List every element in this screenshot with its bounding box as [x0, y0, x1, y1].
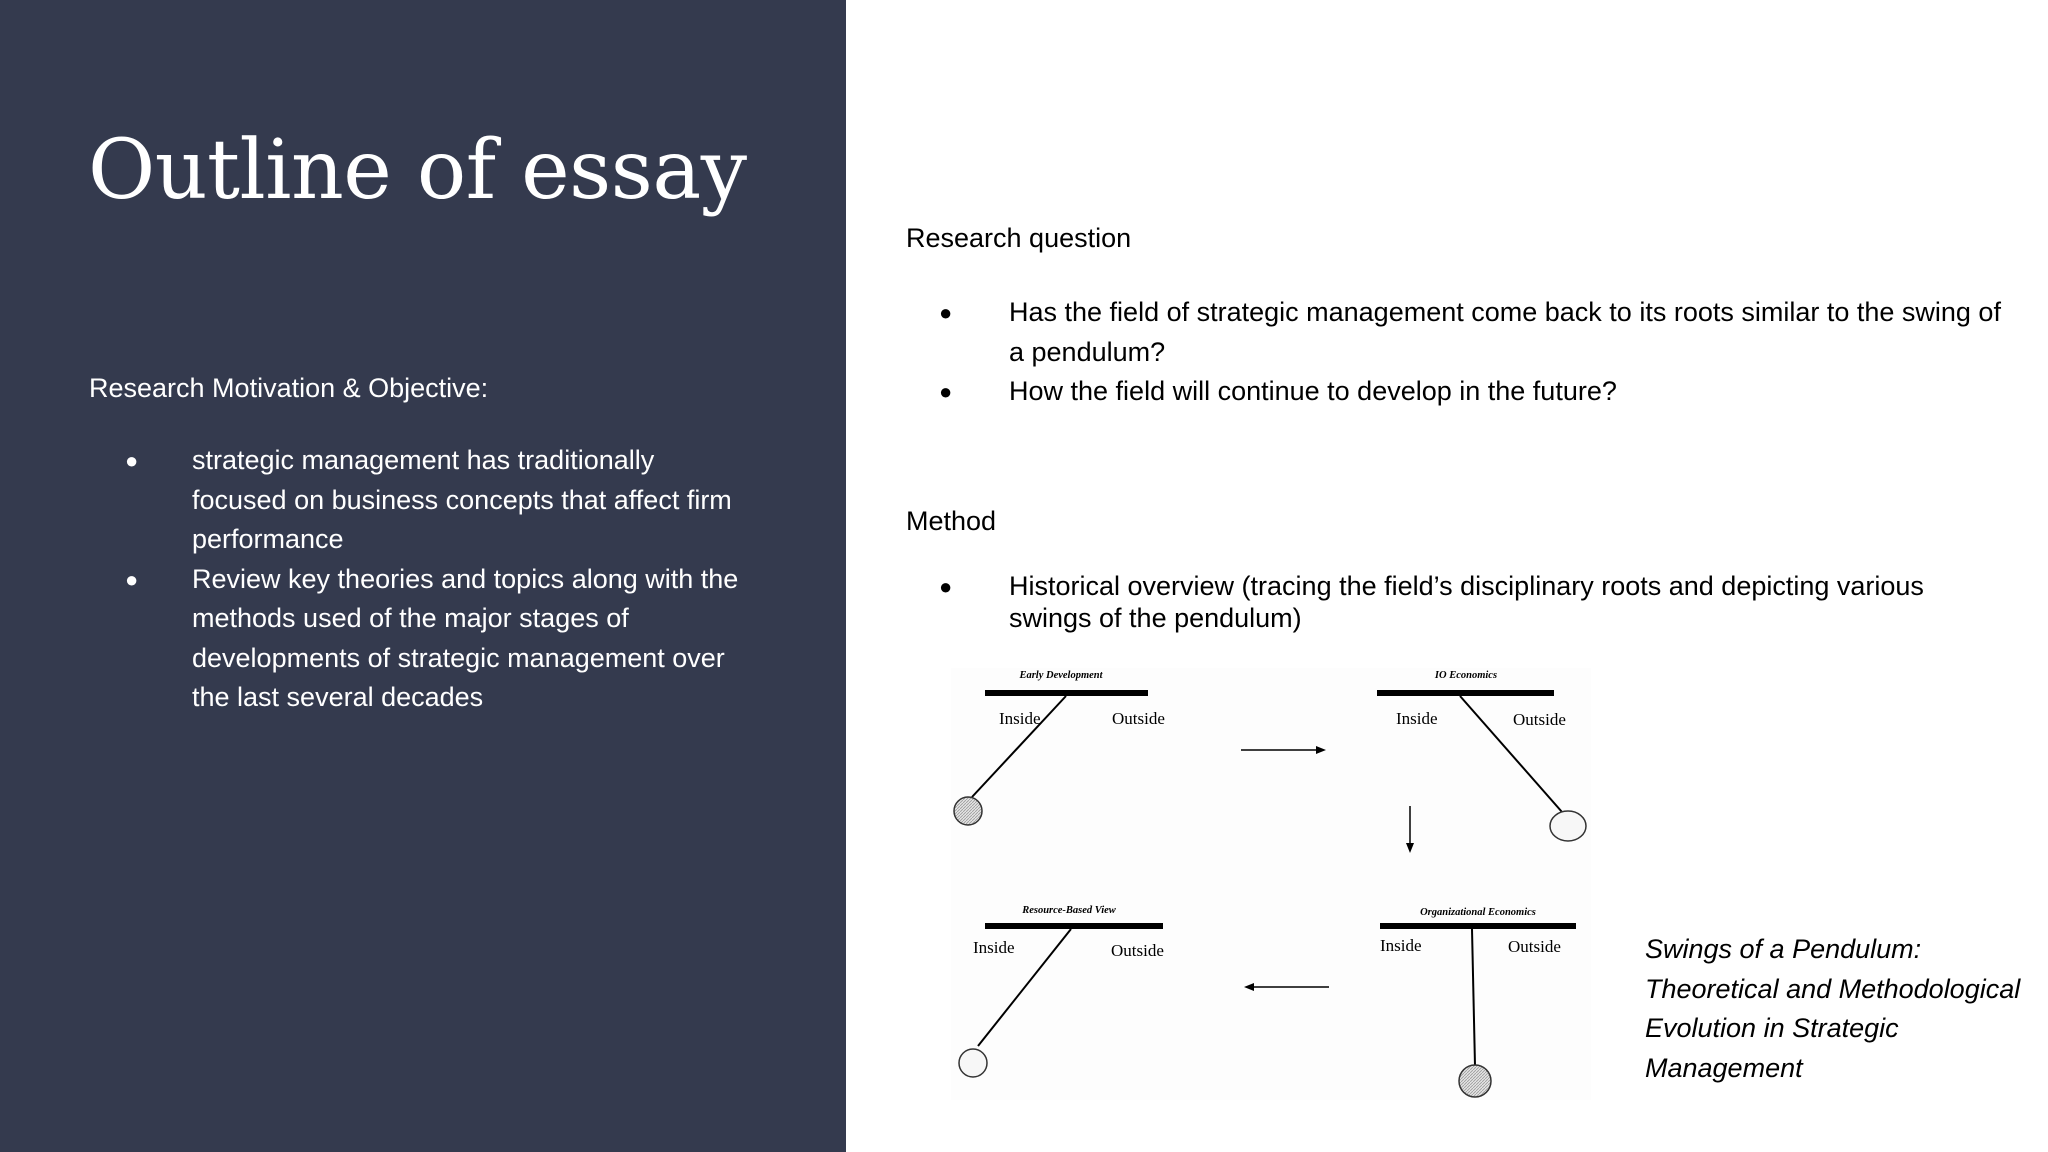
research-question-item: [906, 372, 2006, 412]
outside-label: Outside: [1513, 710, 1566, 729]
inside-label: Inside: [1396, 709, 1438, 728]
inside-label: Inside: [973, 938, 1015, 957]
pivot-bar: [1380, 923, 1576, 929]
pendulum-rod: [1472, 929, 1475, 1066]
slide-title: Outline of essay: [88, 123, 747, 218]
panel-title: Early Development: [1019, 670, 1103, 681]
pendulum-bob: [1459, 1065, 1491, 1097]
bullet-icon: ●: [939, 574, 953, 599]
panel-title: Organizational Economics: [1420, 907, 1536, 918]
pendulum-diagram: [951, 668, 1591, 1100]
panel-organizational-economics: [1380, 907, 1576, 1097]
pivot-bar: [1377, 690, 1554, 696]
research-question-item: [906, 293, 2006, 372]
outside-label: Outside: [1111, 941, 1164, 960]
motivation-list: [89, 441, 739, 718]
inside-label: Inside: [1380, 936, 1422, 955]
method-item-text: Historical overview (tracing the field’s disciplinary roots and depicting various swings of the pendulum): [1009, 571, 1924, 633]
bullet-icon: ●: [125, 448, 139, 473]
panel-title: IO Economics: [1434, 670, 1498, 681]
research-question-list: [906, 293, 2006, 412]
research-question-heading: Research question: [906, 223, 1132, 253]
panel-early-development: [954, 670, 1165, 825]
arrow-down: [1406, 806, 1414, 853]
pendulum-bob: [954, 797, 982, 825]
outside-label: Outside: [1508, 937, 1561, 956]
panel-title: Resource-Based View: [1022, 905, 1116, 916]
research-question-item-text: Has the field of strategic management come back to its roots similar to the swing of a pendulum?: [1009, 297, 2001, 367]
motivation-item-text: Review key theories and topics along with the methods used of the major stages of developments of strategic management over the last several decades: [192, 563, 739, 712]
motivation-item-text: strategic management has traditionally focused on business concepts that affect firm performance: [192, 445, 732, 554]
method-heading: Method: [906, 506, 997, 536]
bullet-icon: ●: [939, 379, 953, 404]
pendulum-bob: [959, 1049, 987, 1077]
inside-label: Inside: [999, 709, 1041, 728]
pendulum-bob: [1550, 811, 1586, 841]
research-question-item-text: How the field will continue to develop in the future?: [1009, 376, 1617, 406]
outside-label: Outside: [1112, 709, 1165, 728]
pivot-bar: [985, 923, 1163, 929]
motivation-item: [89, 560, 739, 718]
figure-caption: Swings of a Pendulum: Theoretical and Methodological Evolution in Strategic Management: [1645, 934, 2021, 1083]
method-item: [906, 571, 2006, 634]
arrow-left: [1244, 983, 1329, 991]
pendulum-figure: [951, 668, 1591, 1100]
motivation-heading: Research Motivation & Objective:: [89, 373, 489, 403]
motivation-item: [89, 441, 739, 560]
method-list: [906, 571, 2006, 634]
pivot-bar: [985, 690, 1148, 696]
arrow-right: [1241, 746, 1326, 754]
bullet-icon: ●: [125, 566, 139, 592]
panel-resource-based-view: [959, 905, 1164, 1077]
bullet-icon: ●: [939, 300, 953, 325]
panel-io-economics: [1377, 670, 1586, 841]
